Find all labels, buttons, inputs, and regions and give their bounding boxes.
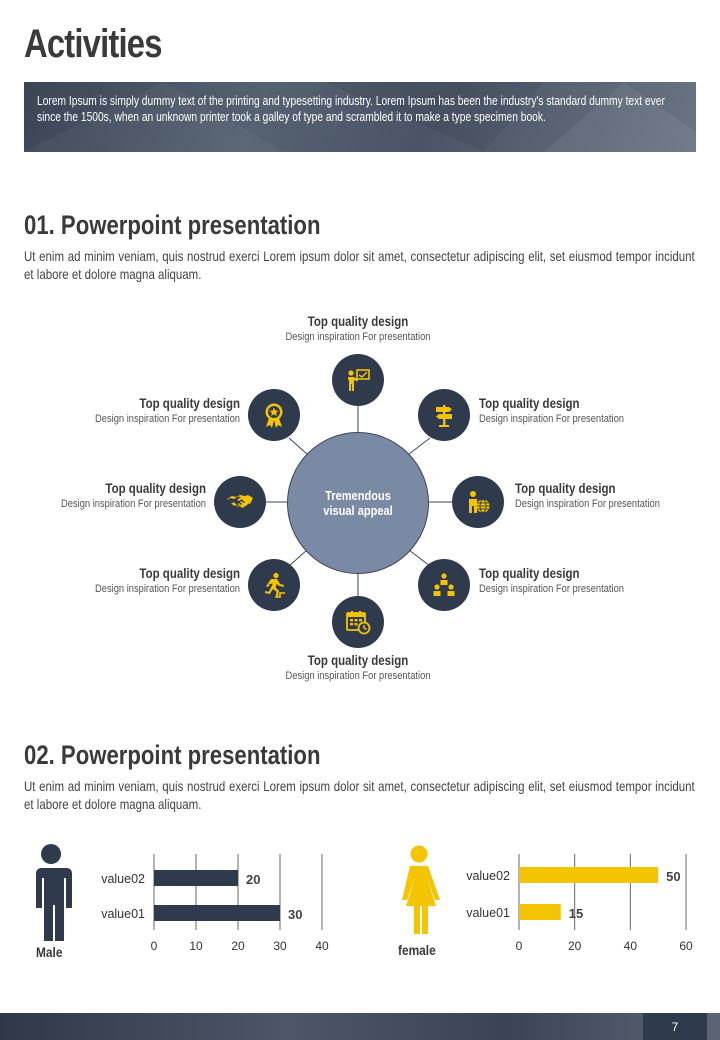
female-bar-chart bbox=[455, 850, 715, 960]
diagram-item-4 bbox=[258, 652, 458, 682]
item-title: Top quality design bbox=[479, 565, 580, 581]
bar bbox=[154, 905, 280, 921]
page-title: Activities bbox=[24, 22, 162, 66]
female-label: female bbox=[398, 942, 436, 958]
page-number: 7 bbox=[643, 1013, 707, 1040]
item-subtitle: Design inspiration For presentation bbox=[515, 498, 661, 510]
female-figure-icon bbox=[395, 845, 443, 935]
diagram-item-1 bbox=[479, 395, 650, 425]
data-label: 30 bbox=[288, 907, 303, 922]
diagram-item-6 bbox=[6, 480, 206, 510]
center-circle bbox=[287, 432, 429, 574]
tick-label: 20 bbox=[231, 939, 245, 953]
running-stairs-icon bbox=[260, 571, 288, 599]
handshake-icon bbox=[226, 488, 254, 516]
bar bbox=[519, 904, 561, 920]
section1-body: Ut enim ad minim veniam, quis nostrud exerci Lorem ipsum dolor sit amet, consectetur adipiscing elit, set eiusmod tempor incidunt et labore et dolore magna aliquam. bbox=[24, 248, 695, 282]
tick-label: 20 bbox=[567, 939, 582, 953]
bar bbox=[154, 870, 238, 886]
data-label: 15 bbox=[568, 906, 584, 921]
node-global-businessman bbox=[452, 476, 504, 528]
signpost-icon bbox=[430, 401, 458, 429]
diagram-item-3 bbox=[479, 565, 650, 595]
node-calendar-clock bbox=[332, 596, 384, 648]
category-label: value02 bbox=[101, 872, 145, 886]
male-figure-icon bbox=[26, 843, 76, 943]
footer-bar bbox=[0, 1013, 720, 1040]
diagram-item-7 bbox=[40, 395, 240, 425]
item-subtitle: Design inspiration For presentation bbox=[285, 670, 431, 682]
bar bbox=[519, 867, 658, 883]
award-badge-icon bbox=[260, 401, 288, 429]
diagram-item-0 bbox=[258, 313, 458, 343]
male-bar-chart bbox=[90, 850, 350, 960]
item-subtitle: Design inspiration For presentation bbox=[94, 413, 240, 425]
banner-text: Lorem Ipsum is simply dummy text of the printing and typesetting industry. Lorem Ipsum has been the industry's standard dummy text ever since the 1500s, when an unknown printer took a galley of type and scrambled it to make a type specimen book. bbox=[37, 94, 665, 124]
item-title: Top quality design bbox=[479, 395, 580, 411]
item-title: Top quality design bbox=[307, 652, 409, 668]
data-label: 20 bbox=[246, 872, 261, 887]
item-subtitle: Design inspiration For presentation bbox=[94, 583, 240, 595]
node-team-hierarchy bbox=[418, 559, 470, 611]
item-title: Top quality design bbox=[139, 395, 240, 411]
male-label: Male bbox=[36, 944, 63, 960]
diagram-item-2 bbox=[515, 480, 686, 510]
item-title: Top quality design bbox=[139, 565, 240, 581]
tick-label: 10 bbox=[189, 939, 203, 953]
node-running-stairs bbox=[248, 559, 300, 611]
category-label: value01 bbox=[101, 907, 145, 921]
team-hierarchy-icon bbox=[430, 571, 458, 599]
item-title: Top quality design bbox=[515, 480, 616, 496]
node-presenter-board bbox=[332, 354, 384, 406]
tick-label: 40 bbox=[315, 939, 329, 953]
data-label: 50 bbox=[666, 869, 681, 884]
section1-title: 01. Powerpoint presentation bbox=[24, 210, 321, 240]
category-label: value01 bbox=[466, 906, 510, 920]
item-subtitle: Design inspiration For presentation bbox=[479, 583, 625, 595]
section2-title: 02. Powerpoint presentation bbox=[24, 740, 321, 770]
category-label: value02 bbox=[466, 869, 510, 883]
item-title: Top quality design bbox=[307, 313, 409, 329]
node-handshake bbox=[214, 476, 266, 528]
tick-label: 40 bbox=[623, 939, 638, 953]
item-subtitle: Design inspiration For presentation bbox=[285, 331, 431, 343]
node-signpost bbox=[418, 389, 470, 441]
tick-label: 0 bbox=[150, 939, 158, 953]
item-subtitle: Design inspiration For presentation bbox=[479, 413, 625, 425]
diagram-item-5 bbox=[40, 565, 240, 595]
global-businessman-icon bbox=[464, 488, 492, 516]
center-label: Tremendous visual appeal bbox=[323, 488, 393, 518]
item-title: Top quality design bbox=[105, 480, 206, 496]
presenter-board-icon bbox=[344, 366, 372, 394]
section2-body: Ut enim ad minim veniam, quis nostrud exerci Lorem ipsum dolor sit amet, consectetur adipiscing elit, set eiusmod tempor incidunt et labore et dolore magna aliquam. bbox=[24, 778, 695, 812]
calendar-clock-icon bbox=[344, 608, 372, 636]
tick-label: 30 bbox=[273, 939, 287, 953]
tick-label: 0 bbox=[515, 939, 523, 953]
node-award-badge bbox=[248, 389, 300, 441]
item-subtitle: Design inspiration For presentation bbox=[60, 498, 206, 510]
tick-label: 60 bbox=[679, 939, 693, 953]
